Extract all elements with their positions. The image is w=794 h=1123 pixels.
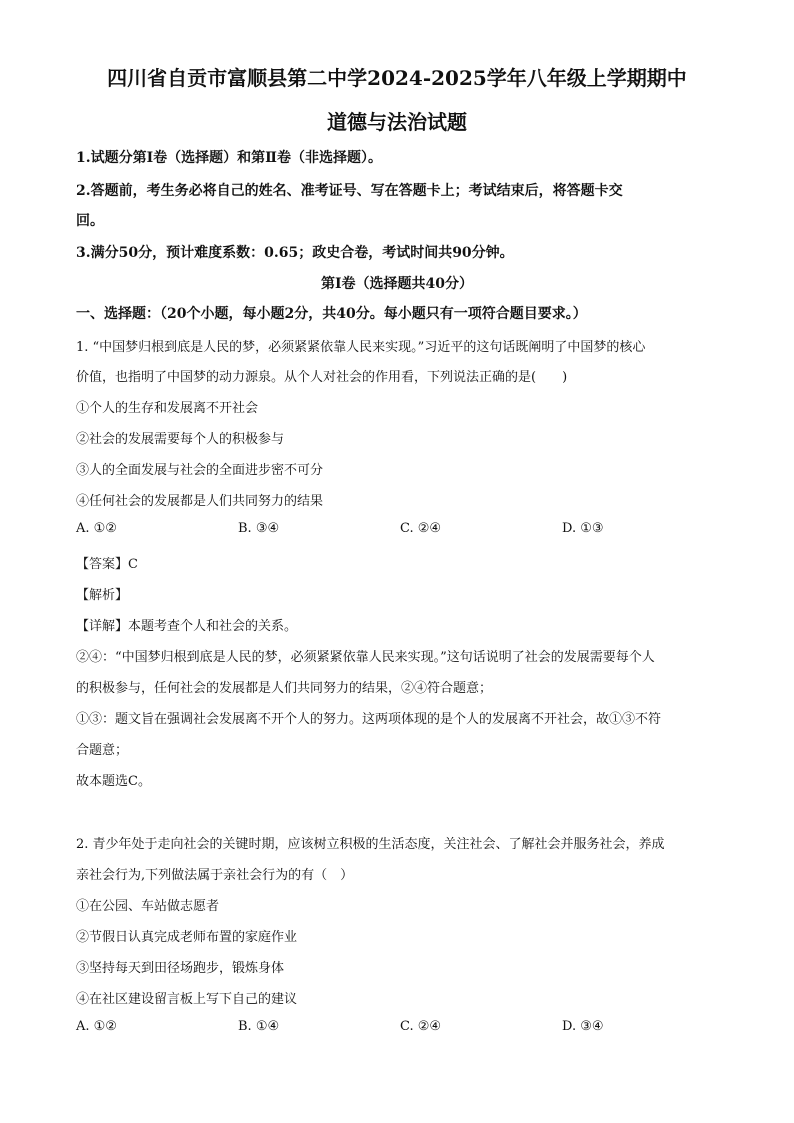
q1-item-2: ②社会的发展需要每个人的积极参与 xyxy=(76,432,285,447)
q2-item-2: ②节假日认真完成老师布置的家庭作业 xyxy=(76,930,298,945)
q2-item-1: ①在公园、车站做志愿者 xyxy=(76,899,220,914)
q2-stem-line1: 2. 青少年处于走向社会的关键时期，应该树立积极的生活态度，关注社会、了解社会并服务社会，养成 xyxy=(76,837,665,852)
section-title: 第Ⅰ卷（选择题共40分） xyxy=(320,276,474,292)
q1-analysis-line6: 故本题选C。 xyxy=(76,774,151,789)
exam-title-line1: 四川省自贡市富顺县第二中学2024-2025学年八年级上学期期中 xyxy=(107,66,687,90)
q2-option-d: D. ③④ xyxy=(562,1019,604,1034)
q2-option-a: A. ①② xyxy=(76,1019,117,1034)
exam-title-line2: 道德与法治试题 xyxy=(327,110,467,134)
note-3: 3.满分50分，预计难度系数：0.65；政史合卷，考试时间共90分钟。 xyxy=(76,245,514,261)
note-2-continued: 回。 xyxy=(76,213,104,229)
q1-analysis-line4: ①③：题文旨在强调社会发展离不开个人的努力。这两项体现的是个人的发展离不开社会，故①③不符 xyxy=(76,712,662,727)
q1-option-d: D. ①③ xyxy=(562,521,604,536)
q1-stem-line2: 价值，也指明了中国梦的动力源泉。从个人对社会的作用看，下列说法正确的是( ) xyxy=(76,370,568,385)
q1-item-1: ①个人的生存和发展离不开社会 xyxy=(76,401,259,416)
note-1: 1.试题分第Ⅰ卷（选择题）和第Ⅱ卷（非选择题）。 xyxy=(76,150,382,166)
q2-option-b: B. ①④ xyxy=(238,1019,280,1034)
q1-option-b: B. ③④ xyxy=(238,521,280,536)
q1-analysis-line2: ②④：“中国梦归根到底是人民的梦，必须紧紧依靠人民来实现。”这句话说明了社会的发展需要每个人 xyxy=(76,650,655,665)
q2-item-4: ④在社区建设留言板上写下自己的建议 xyxy=(76,992,298,1007)
q2-item-3: ③坚持每天到田径场跑步，锻炼身体 xyxy=(76,961,285,976)
q1-answer: 【答案】C xyxy=(76,557,138,572)
q1-stem-line1: 1. “中国梦归根到底是人民的梦，必须紧紧依靠人民来实现。”习近平的这句话既阐明了中国梦的核心 xyxy=(76,340,646,355)
part-one-heading: 一、选择题：（20个小题，每小题2分，共40分。每小题只有一项符合题目要求。） xyxy=(76,306,587,322)
q1-option-c: C. ②④ xyxy=(400,521,442,536)
q1-option-a: A. ①② xyxy=(76,521,117,536)
q2-option-c: C. ②④ xyxy=(400,1019,442,1034)
q1-analysis-label: 【解析】 xyxy=(76,588,129,603)
q1-analysis-line5: 合题意； xyxy=(76,743,129,758)
q1-analysis-line3: 的积极参与，任何社会的发展都是人们共同努力的结果，②④符合题意； xyxy=(76,681,493,696)
q1-analysis-line1: 【详解】本题考查个人和社会的关系。 xyxy=(76,619,298,634)
q2-stem-line2: 亲社会行为,下列做法属于亲社会行为的有（ ） xyxy=(76,868,354,883)
note-2: 2.答题前，考生务必将自己的姓名、准考证号、写在答题卡上；考试结束后，将答题卡交 xyxy=(76,183,623,199)
q1-item-4: ④任何社会的发展都是人们共同努力的结果 xyxy=(76,494,324,509)
q1-item-3: ③人的全面发展与社会的全面进步密不可分 xyxy=(76,463,324,478)
